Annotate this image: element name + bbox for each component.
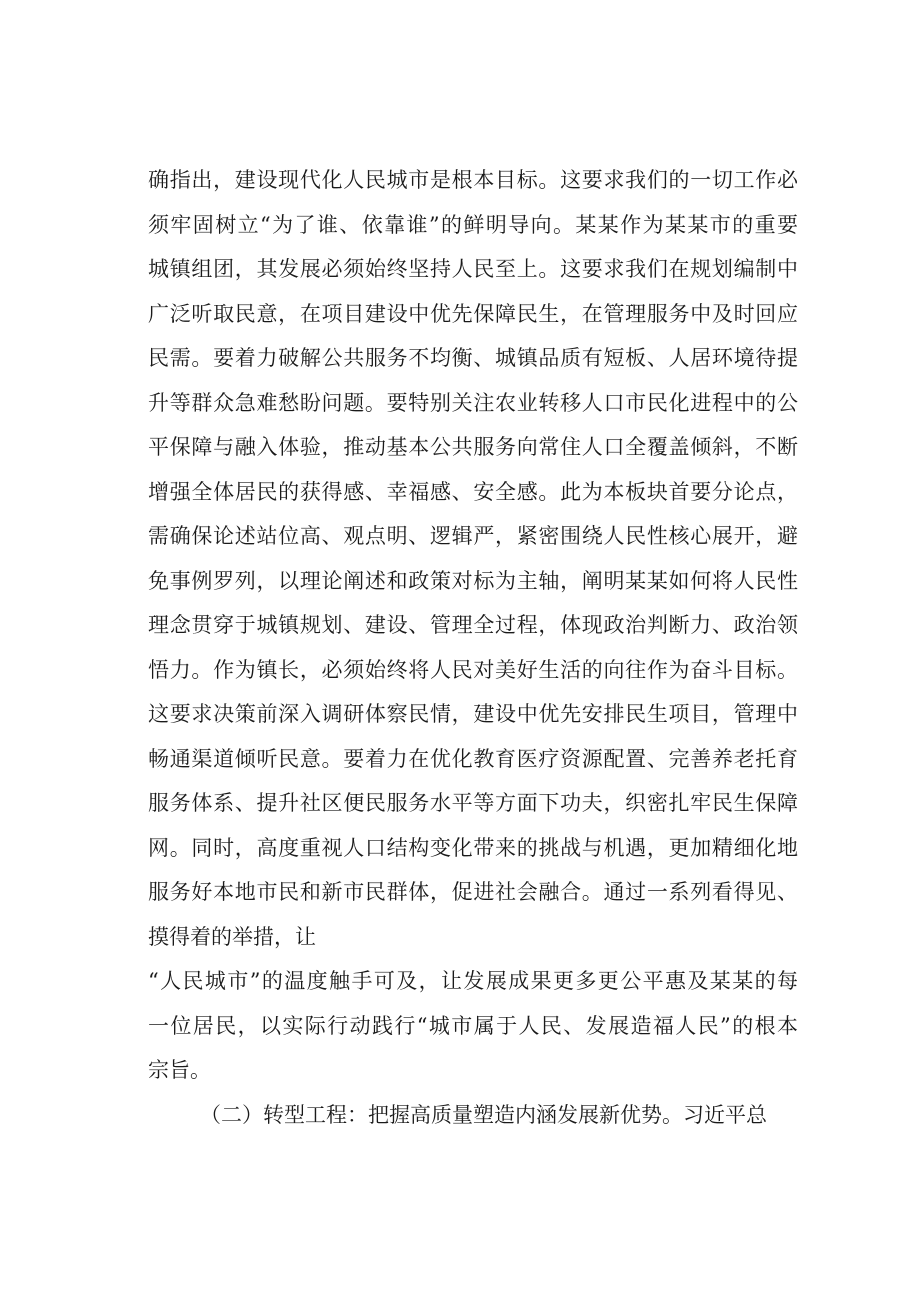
text-line: 宗旨。 <box>148 1058 211 1082</box>
text-line: 一位居民，以实际行动践行“城市属于人民、发展造福人民”的根本 <box>148 1013 798 1038</box>
text-line: 悟力。作为镇长，必须始终将人民对美好生活的向往作为奋斗目标。 <box>148 657 798 682</box>
section-heading-line: （二）转型工程：把握高质量塑造内涵发展新优势。习近平总 <box>200 1102 767 1127</box>
text-line: 这要求决策前深入调研体察民情，建设中优先安排民生项目，管理中 <box>148 702 798 726</box>
text-line: 免事例罗列，以理论阐述和政策对标为主轴，阐明某某如何将人民性 <box>148 568 798 593</box>
text-line: 广泛听取民意，在项目建设中优先保障民生，在管理服务中及时回应 <box>148 301 798 326</box>
text-line: 须牢固树立“为了谁、依靠谁”的鲜明导向。某某作为某某市的重要 <box>148 212 798 237</box>
text-line: 理念贯穿于城镇规划、建设、管理全过程，体现政治判断力、政治领 <box>148 613 798 637</box>
text-line: 摸得着的举措，让 <box>148 924 316 949</box>
text-line: 服务体系、提升社区便民服务水平等方面下功夫，织密扎牢民生保障 <box>148 791 798 815</box>
text-line: 畅通渠道倾听民意。要着力在优化教育医疗资源配置、完善养老托育 <box>148 746 798 771</box>
text-line: 城镇组团，其发展必须始终坚持人民至上。这要求我们在规划编制中 <box>148 257 798 281</box>
text-line: 网。同时，高度重视人口结构变化带来的挑战与机遇，更加精细化地 <box>148 835 798 860</box>
text-line: 确指出，建设现代化人民城市是根本目标。这要求我们的一切工作必 <box>148 168 798 192</box>
text-line: 平保障与融入体验，推动基本公共服务向常住人口全覆盖倾斜，不断 <box>148 435 798 459</box>
body-text <box>148 158 798 1137</box>
text-line: 民需。要着力破解公共服务不均衡、城镇品质有短板、人居环境待提 <box>148 346 798 370</box>
text-line: 增强全体居民的获得感、幸福感、安全感。此为本板块首要分论点， <box>148 479 798 504</box>
text-line: 升等群众急难愁盼问题。要特别关注农业转移人口市民化进程中的公 <box>148 390 798 415</box>
text-line: 需确保论述站位高、观点明、逻辑严，紧密围绕人民性核心展开，避 <box>148 524 798 548</box>
text-line: “人民城市”的温度触手可及，让发展成果更多更公平惠及某某的每 <box>148 969 798 993</box>
text-line: 服务好本地市民和新市民群体，促进社会融合。通过一系列看得见、 <box>148 880 798 904</box>
